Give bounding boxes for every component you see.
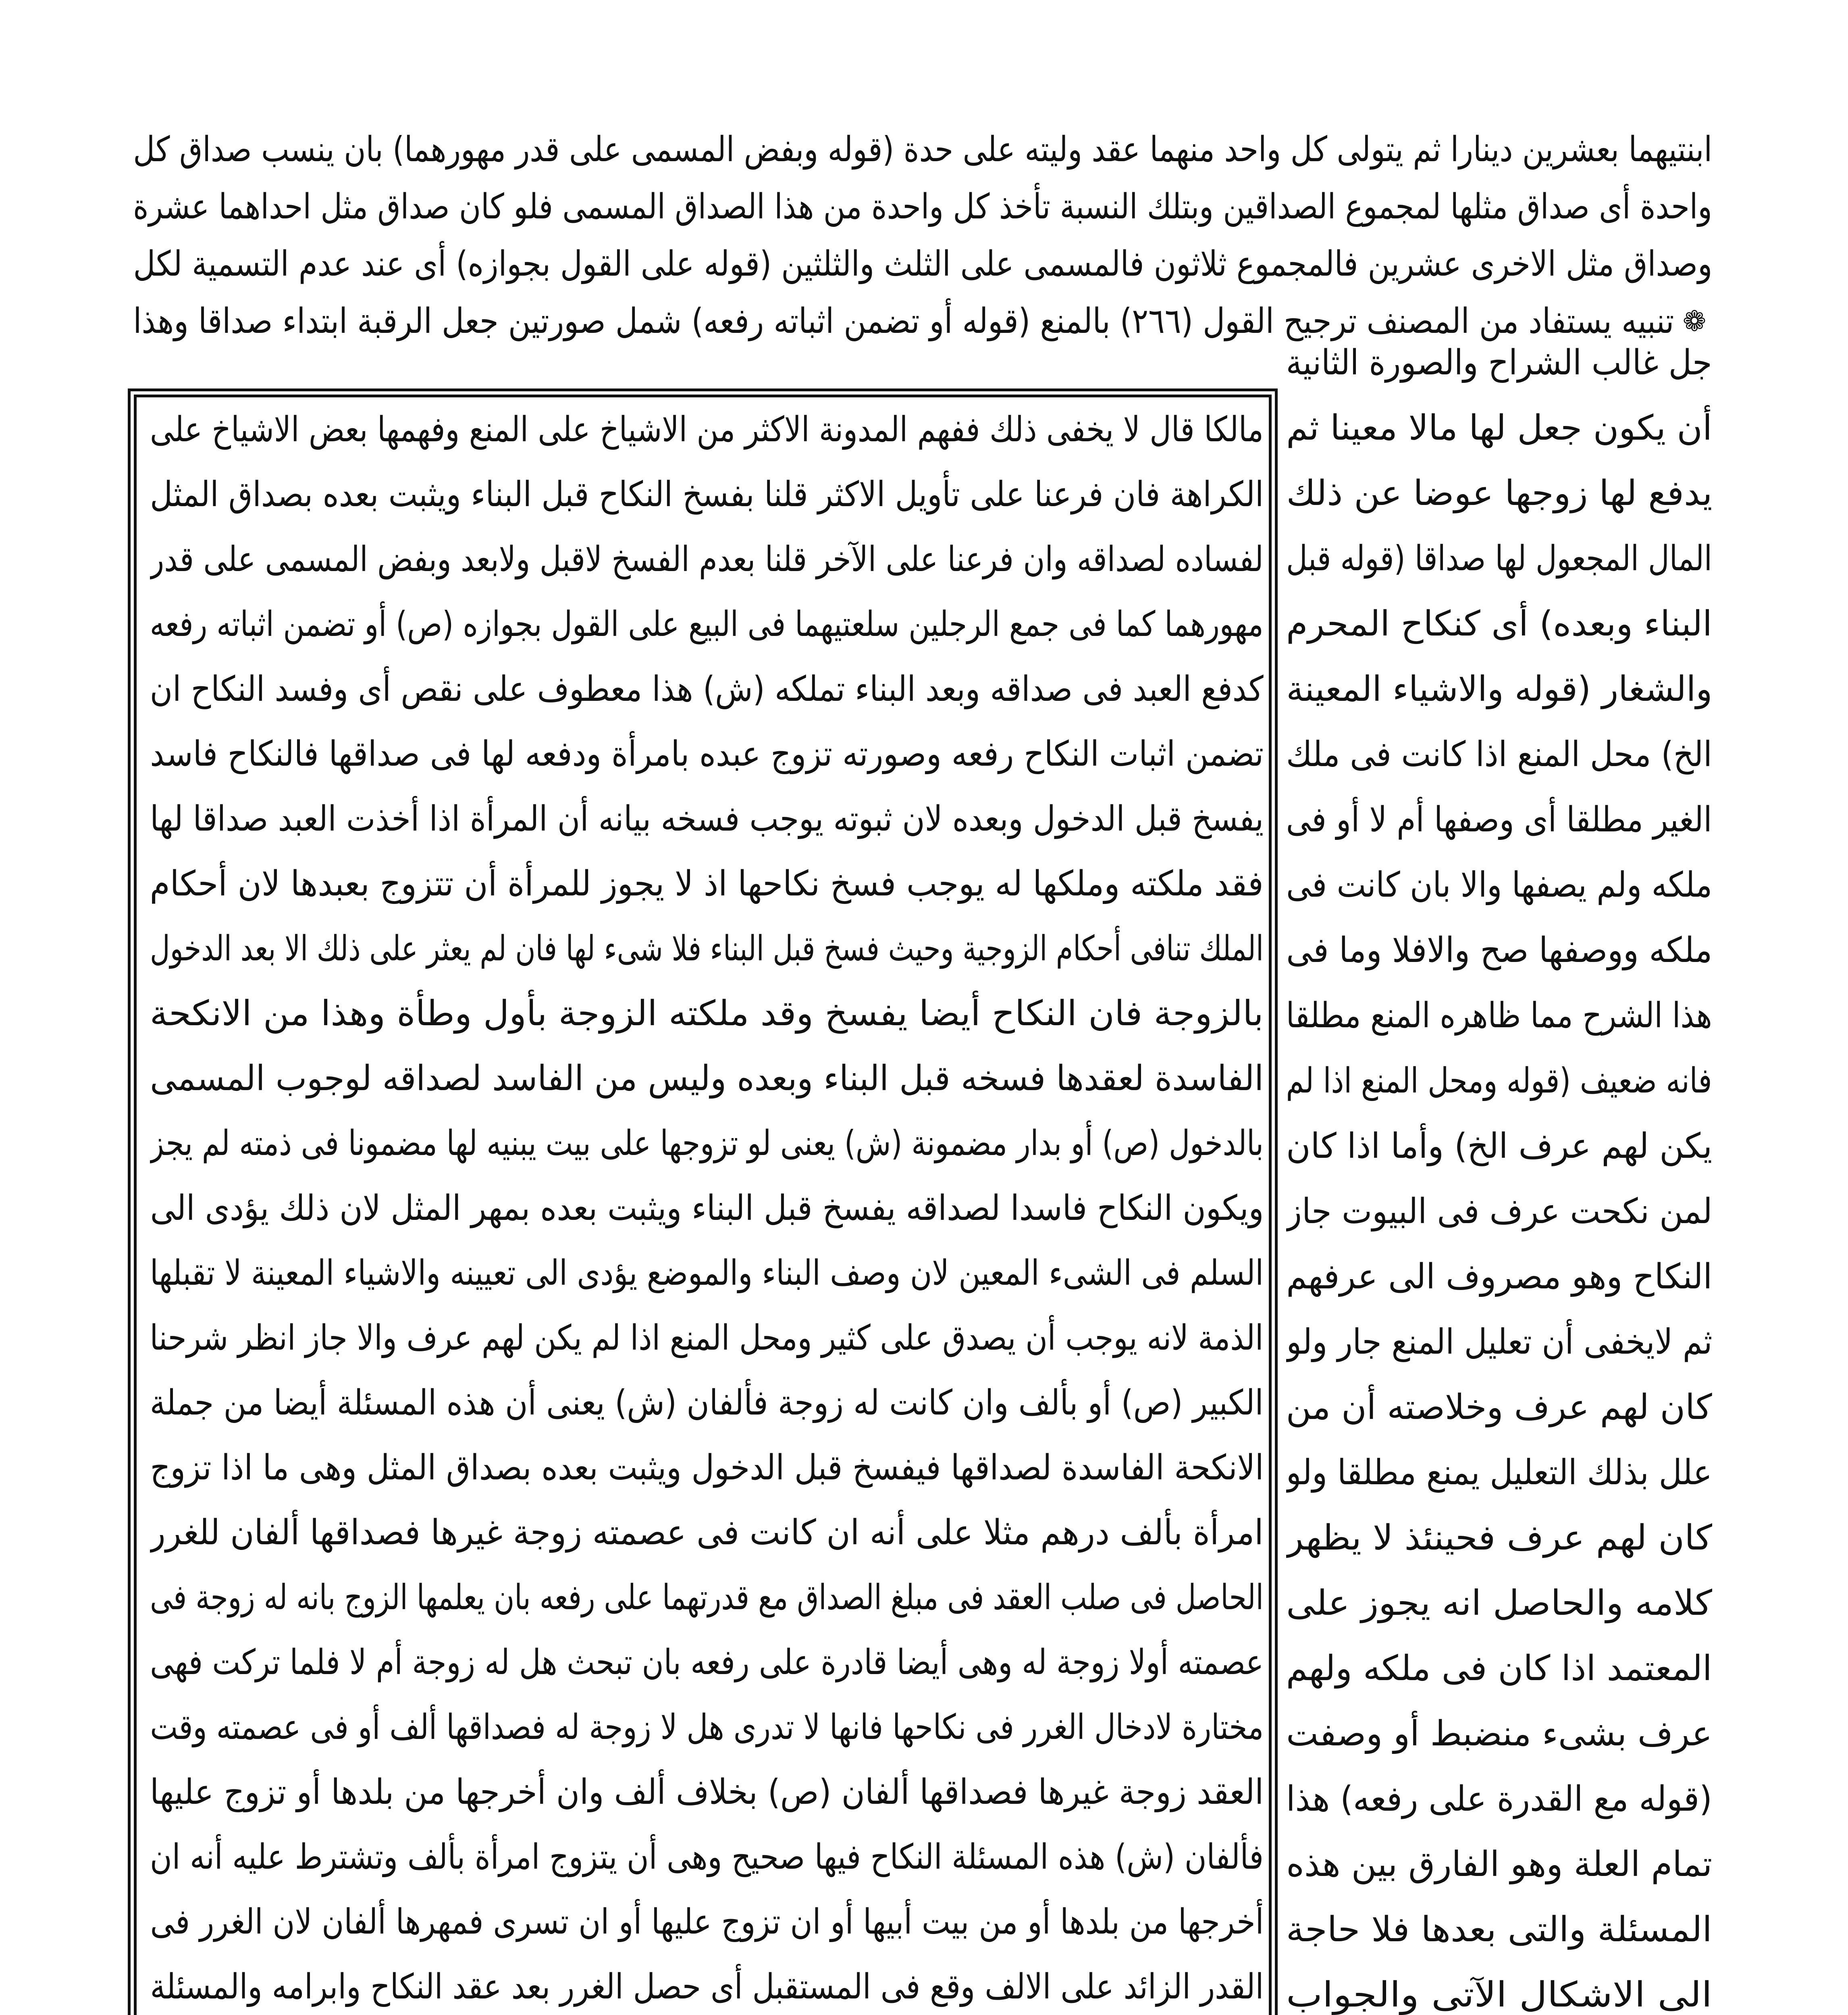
main-text-line bbox=[150, 981, 1264, 1046]
margin-commentary-line bbox=[1286, 395, 1712, 461]
main-text-line-text: ويكون النكاح فاسدا لصداقه يفسخ قبل البناء ويثبت بعده بمهر المثل لان ذلك يؤدى الى bbox=[150, 1188, 1264, 1228]
margin-commentary-line-text: ثم لايخفى أن تعليل المنع جار ولو bbox=[1286, 1322, 1712, 1362]
margin-commentary-line bbox=[1286, 1701, 1712, 1766]
top-commentary-line bbox=[133, 178, 1712, 235]
main-text-line bbox=[150, 1955, 1264, 2015]
margin-commentary-line bbox=[1286, 591, 1712, 656]
main-text-line bbox=[150, 1890, 1264, 1955]
margin-commentary-line bbox=[1286, 1962, 1712, 2015]
main-text-line-text: عصمته أولا زوجة له وهى أيضا قادرة على رفعه بان تبحث هل له زوجة أم لا فلما تركت فهى bbox=[150, 1642, 1264, 1683]
main-text-line-text: تضمن اثبات النكاح رفعه وصورته تزوج عبده بامرأة ودفعه لها فى صداقها فالنكاح فاسد bbox=[150, 734, 1264, 774]
top-commentary-line bbox=[133, 121, 1712, 178]
main-text-line bbox=[150, 1371, 1264, 1435]
main-text-line-text: فألفان (ش) هذه المسئلة النكاح فيها صحيح وهى أن يتزوج امرأة بألف وتشترط عليه أنه ان bbox=[150, 1837, 1264, 1877]
margin-commentary-line bbox=[1286, 526, 1712, 591]
main-text-line-text: الانكحة الفاسدة لصداقها فيفسخ قبل الدخول ويثبت بعده بصداق المثل وهى ما اذا تزوج bbox=[150, 1448, 1264, 1488]
main-text-line bbox=[150, 1630, 1264, 1695]
margin-commentary-line-text: (قوله مع القدرة على رفعه) هذا bbox=[1286, 1779, 1712, 1819]
main-text-line-text: الملك تنافى أحكام الزوجية وحيث فسخ قبل البناء فلا شىء لها فان لم يعثر على ذلك الا بعد الدخول bbox=[150, 929, 1264, 969]
main-text-line bbox=[150, 1046, 1264, 1111]
margin-commentary-line bbox=[1286, 1766, 1712, 1832]
margin-commentary-line-text: لمن نكحت عرف فى البيوت جاز bbox=[1286, 1191, 1712, 1232]
top-commentary-block bbox=[133, 121, 1712, 350]
margin-commentary-line bbox=[1286, 330, 1712, 395]
margin-commentary-line bbox=[1286, 1179, 1712, 1244]
margin-commentary-line-text: أن يكون جعل لها مالا معينا ثم bbox=[1286, 408, 1712, 448]
main-text-line-text: مالكا قال لا يخفى ذلك ففهم المدونة الاكثر من الاشياخ على المنع وفهمها بعض الاشياخ على bbox=[150, 409, 1264, 450]
top-commentary-line-text: ابنتيهما بعشرين دينارا ثم يتولى كل واحد منهما عقد وليته على حدة (قوله وبفض المسمى على قدر مهورهما) بان ينسب صداق كل bbox=[133, 129, 1712, 170]
margin-commentary-line bbox=[1286, 787, 1712, 852]
main-text-line-text: القدر الزائد على الالف وقع فى المستقبل أى حصل الغرر بعد عقد النكاح وابرامه والمسئلة bbox=[150, 1967, 1264, 2007]
main-text-line bbox=[150, 787, 1264, 852]
main-text-line bbox=[150, 592, 1264, 657]
margin-commentary-line bbox=[1286, 852, 1712, 918]
margin-commentary-line-text: النكاح وهو مصروف الى عرفهم bbox=[1286, 1257, 1712, 1297]
main-text-line bbox=[150, 1500, 1264, 1565]
main-text-block bbox=[150, 397, 1264, 2015]
margin-commentary-line-text: ملكه ووصفها صح والافلا وما فى bbox=[1286, 930, 1712, 970]
margin-commentary-line-text: الغير مطلقا أى وصفها أم لا أو فى bbox=[1286, 800, 1712, 840]
margin-commentary-line-text: عرف بشىء منضبط أو وصفت bbox=[1286, 1714, 1712, 1754]
margin-commentary-line bbox=[1286, 1113, 1712, 1179]
main-text-line bbox=[150, 527, 1264, 592]
margin-commentary-line-text: جل غالب الشراح والصورة الثانية bbox=[1286, 343, 1712, 383]
main-text-line-text: الفاسدة لعقدها فسخه قبل البناء وبعده وليس من الفاسد لصداقه لوجوب المسمى bbox=[150, 1058, 1264, 1099]
main-text-line bbox=[150, 1306, 1264, 1371]
main-text-line-text: الحاصل فى صلب العقد فى مبلغ الصداق مع قدرتهما على رفعه بان يعلمها الزوج بانه له زوجة فى bbox=[150, 1577, 1264, 1618]
margin-commentary-line bbox=[1286, 656, 1712, 722]
main-text-line bbox=[150, 1695, 1264, 1760]
margin-commentary-column bbox=[1286, 330, 1712, 2015]
main-text-line-text: لفساده لصداقه وان فرعنا على الآخر قلنا بعدم الفسخ لاقبل ولابعد وبفض المسمى على قدر bbox=[150, 539, 1264, 580]
main-text-line bbox=[150, 1565, 1264, 1630]
main-text-frame bbox=[128, 388, 1278, 2015]
main-text-line bbox=[150, 722, 1264, 787]
main-text-line-text: بالدخول (ص) أو بدار مضمونة (ش) يعنى لو تزوجها على بيت يبنيه لها مضمونا فى ذمته لم يجز bbox=[150, 1123, 1264, 1163]
margin-commentary-line-text: المسئلة والتى بعدها فلا حاجة bbox=[1286, 1909, 1712, 1950]
top-commentary-line-text: تنبيه يستفاد من المصنف ترجيح القول (٢٦٦) بالمنع (قوله أو تضمن اثباته رفعه) شمل صورتين جعل الرقبة ابتداء صداقا وهذا bbox=[133, 301, 1674, 341]
margin-commentary-line bbox=[1286, 1505, 1712, 1570]
margin-commentary-line-text: علل بذلك التعليل يمنع مطلقا ولو bbox=[1286, 1452, 1712, 1493]
margin-commentary-line-text: والشغار (قوله والاشياء المعينة bbox=[1286, 669, 1712, 709]
main-text-line-text: مختارة لادخال الغرر فى نكاحها فانها لا تدرى هل لا زوجة له فصداقها ألف أو فى عصمته وقت bbox=[150, 1707, 1264, 1747]
margin-commentary-line bbox=[1286, 918, 1712, 983]
margin-commentary-line bbox=[1286, 1048, 1712, 1113]
main-text-line-text: كدفع العبد فى صداقه وبعد البناء تملكه (ش) هذا معطوف على نقص أى وفسد النكاح ان bbox=[150, 669, 1264, 709]
main-text-line-text: امرأة بألف درهم مثلا على أنه ان كانت فى عصمته زوجة غيرها فصداقها ألفان للغرر bbox=[150, 1512, 1264, 1553]
main-text-line bbox=[150, 1241, 1264, 1306]
margin-commentary-line bbox=[1286, 1636, 1712, 1701]
main-text-line-text: السلم فى الشىء المعين لان وصف البناء والموضع يؤدى الى تعيينه والاشياء المعينة لا تقبلها bbox=[150, 1253, 1264, 1293]
main-text-line-text: فقد ملكته وملكها له يوجب فسخ نكاحها اذ لا يجوز للمرأة أن تتزوج بعبدها لان أحكام bbox=[150, 864, 1264, 904]
margin-commentary-line bbox=[1286, 722, 1712, 787]
top-commentary-line bbox=[133, 235, 1712, 293]
margin-commentary-line-text: تمام العلة وهو الفارق بين هذه bbox=[1286, 1844, 1712, 1884]
main-text-line-text: يفسخ قبل الدخول وبعده لان ثبوته يوجب فسخه بيانه أن المرأة اذا أخذت العبد صداقا لها bbox=[150, 799, 1264, 839]
margin-commentary-line-text: كان لهم عرف وخلاصته أن من bbox=[1286, 1387, 1712, 1427]
main-text-line bbox=[150, 1176, 1264, 1241]
margin-commentary-line bbox=[1286, 983, 1712, 1048]
margin-commentary-line bbox=[1286, 1309, 1712, 1375]
main-text-line bbox=[150, 1760, 1264, 1825]
main-text-line-text: الكراهة فان فرعنا على تأويل الاكثر قلنا بفسخ النكاح قبل البناء ويثبت بعده بصداق المثل bbox=[150, 474, 1264, 515]
margin-commentary-line-text: البناء وبعده) أى كنكاح المحرم bbox=[1286, 604, 1712, 644]
margin-commentary-line-text: ملكه ولم يصفها والا بان كانت فى bbox=[1286, 865, 1712, 905]
main-text-line bbox=[150, 1111, 1264, 1176]
main-text-line bbox=[150, 1825, 1264, 1890]
main-text-line bbox=[150, 462, 1264, 527]
margin-commentary-line bbox=[1286, 1897, 1712, 1962]
margin-commentary-line-text: الى الاشكال الآتى والجواب bbox=[1286, 1975, 1712, 2015]
margin-commentary-line-text: الخ) محل المنع اذا كانت فى ملك bbox=[1286, 734, 1712, 775]
margin-commentary-line bbox=[1286, 1244, 1712, 1309]
margin-commentary-line-text: كلامه والحاصل انه يجوز على bbox=[1286, 1583, 1712, 1623]
main-text-line bbox=[150, 852, 1264, 916]
main-text-line bbox=[150, 657, 1264, 722]
margin-commentary-line-text: المال المجعول لها صداقا (قوله قبل bbox=[1286, 538, 1712, 579]
margin-commentary-line bbox=[1286, 461, 1712, 526]
main-text-line-text: الذمة لانه يوجب أن يصدق على كثير ومحل المنع اذا لم يكن لهم عرف والا جاز انظر شرحنا bbox=[150, 1318, 1264, 1358]
main-text-line bbox=[150, 1435, 1264, 1500]
margin-commentary-line bbox=[1286, 1570, 1712, 1636]
margin-commentary-line bbox=[1286, 1375, 1712, 1440]
margin-commentary-line-text: كان لهم عرف فحينئذ لا يظهر bbox=[1286, 1518, 1712, 1558]
main-text-line-text: مهورهما كما فى جمع الرجلين سلعتيهما فى البيع على القول بجوازه (ص) أو تضمن اثباته رفعه bbox=[150, 604, 1264, 644]
main-text-line bbox=[150, 397, 1264, 462]
margin-commentary-line bbox=[1286, 1832, 1712, 1897]
margin-commentary-line-text: يكن لهم عرف الخ) وأما اذا كان bbox=[1286, 1126, 1712, 1166]
main-text-line-text: أخرجها من بلدها أو من بيت أبيها أو ان تزوج عليها أو ان تسرى فمهرها ألفان لان الغرر فى bbox=[150, 1902, 1264, 1942]
main-text-line bbox=[150, 916, 1264, 981]
top-commentary-line-text: واحدة أى صداق مثلها لمجموع الصداقين وبتلك النسبة تأخذ كل واحدة من هذا الصداق المسمى فلو كان صداق مثل احداهما عشرة bbox=[133, 187, 1712, 227]
top-commentary-line-text: وصداق مثل الاخرى عشرين فالمجموع ثلاثون فالمسمى على الثلث والثلثين (قوله على القول بجوازه) أى عند عدم التسمية لكل bbox=[133, 244, 1712, 284]
margin-commentary-line-text: هذا الشرح مما ظاهره المنع مطلقا bbox=[1286, 995, 1712, 1036]
margin-commentary-line bbox=[1286, 1440, 1712, 1505]
margin-commentary-line-text: يدفع لها زوجها عوضا عن ذلك bbox=[1286, 473, 1712, 513]
main-text-line-text: العقد زوجة غيرها فصداقها ألفان (ص) بخلاف ألف وان أخرجها من بلدها أو تزوج عليها bbox=[150, 1772, 1264, 1812]
margin-commentary-line-text: المعتمد اذا كان فى ملكه ولهم bbox=[1286, 1648, 1712, 1689]
main-text-line-text: الكبير (ص) أو بألف وان كانت له زوجة فألفان (ش) يعنى أن هذه المسئلة أيضا من جملة bbox=[150, 1383, 1264, 1423]
margin-commentary-line-text: فانه ضعيف (قوله ومحل المنع اذا لم bbox=[1286, 1061, 1712, 1101]
main-text-line-text: بالزوجة فان النكاح أيضا يفسخ وقد ملكته الزوجة بأول وطأة وهذا من الانكحة bbox=[150, 993, 1264, 1034]
